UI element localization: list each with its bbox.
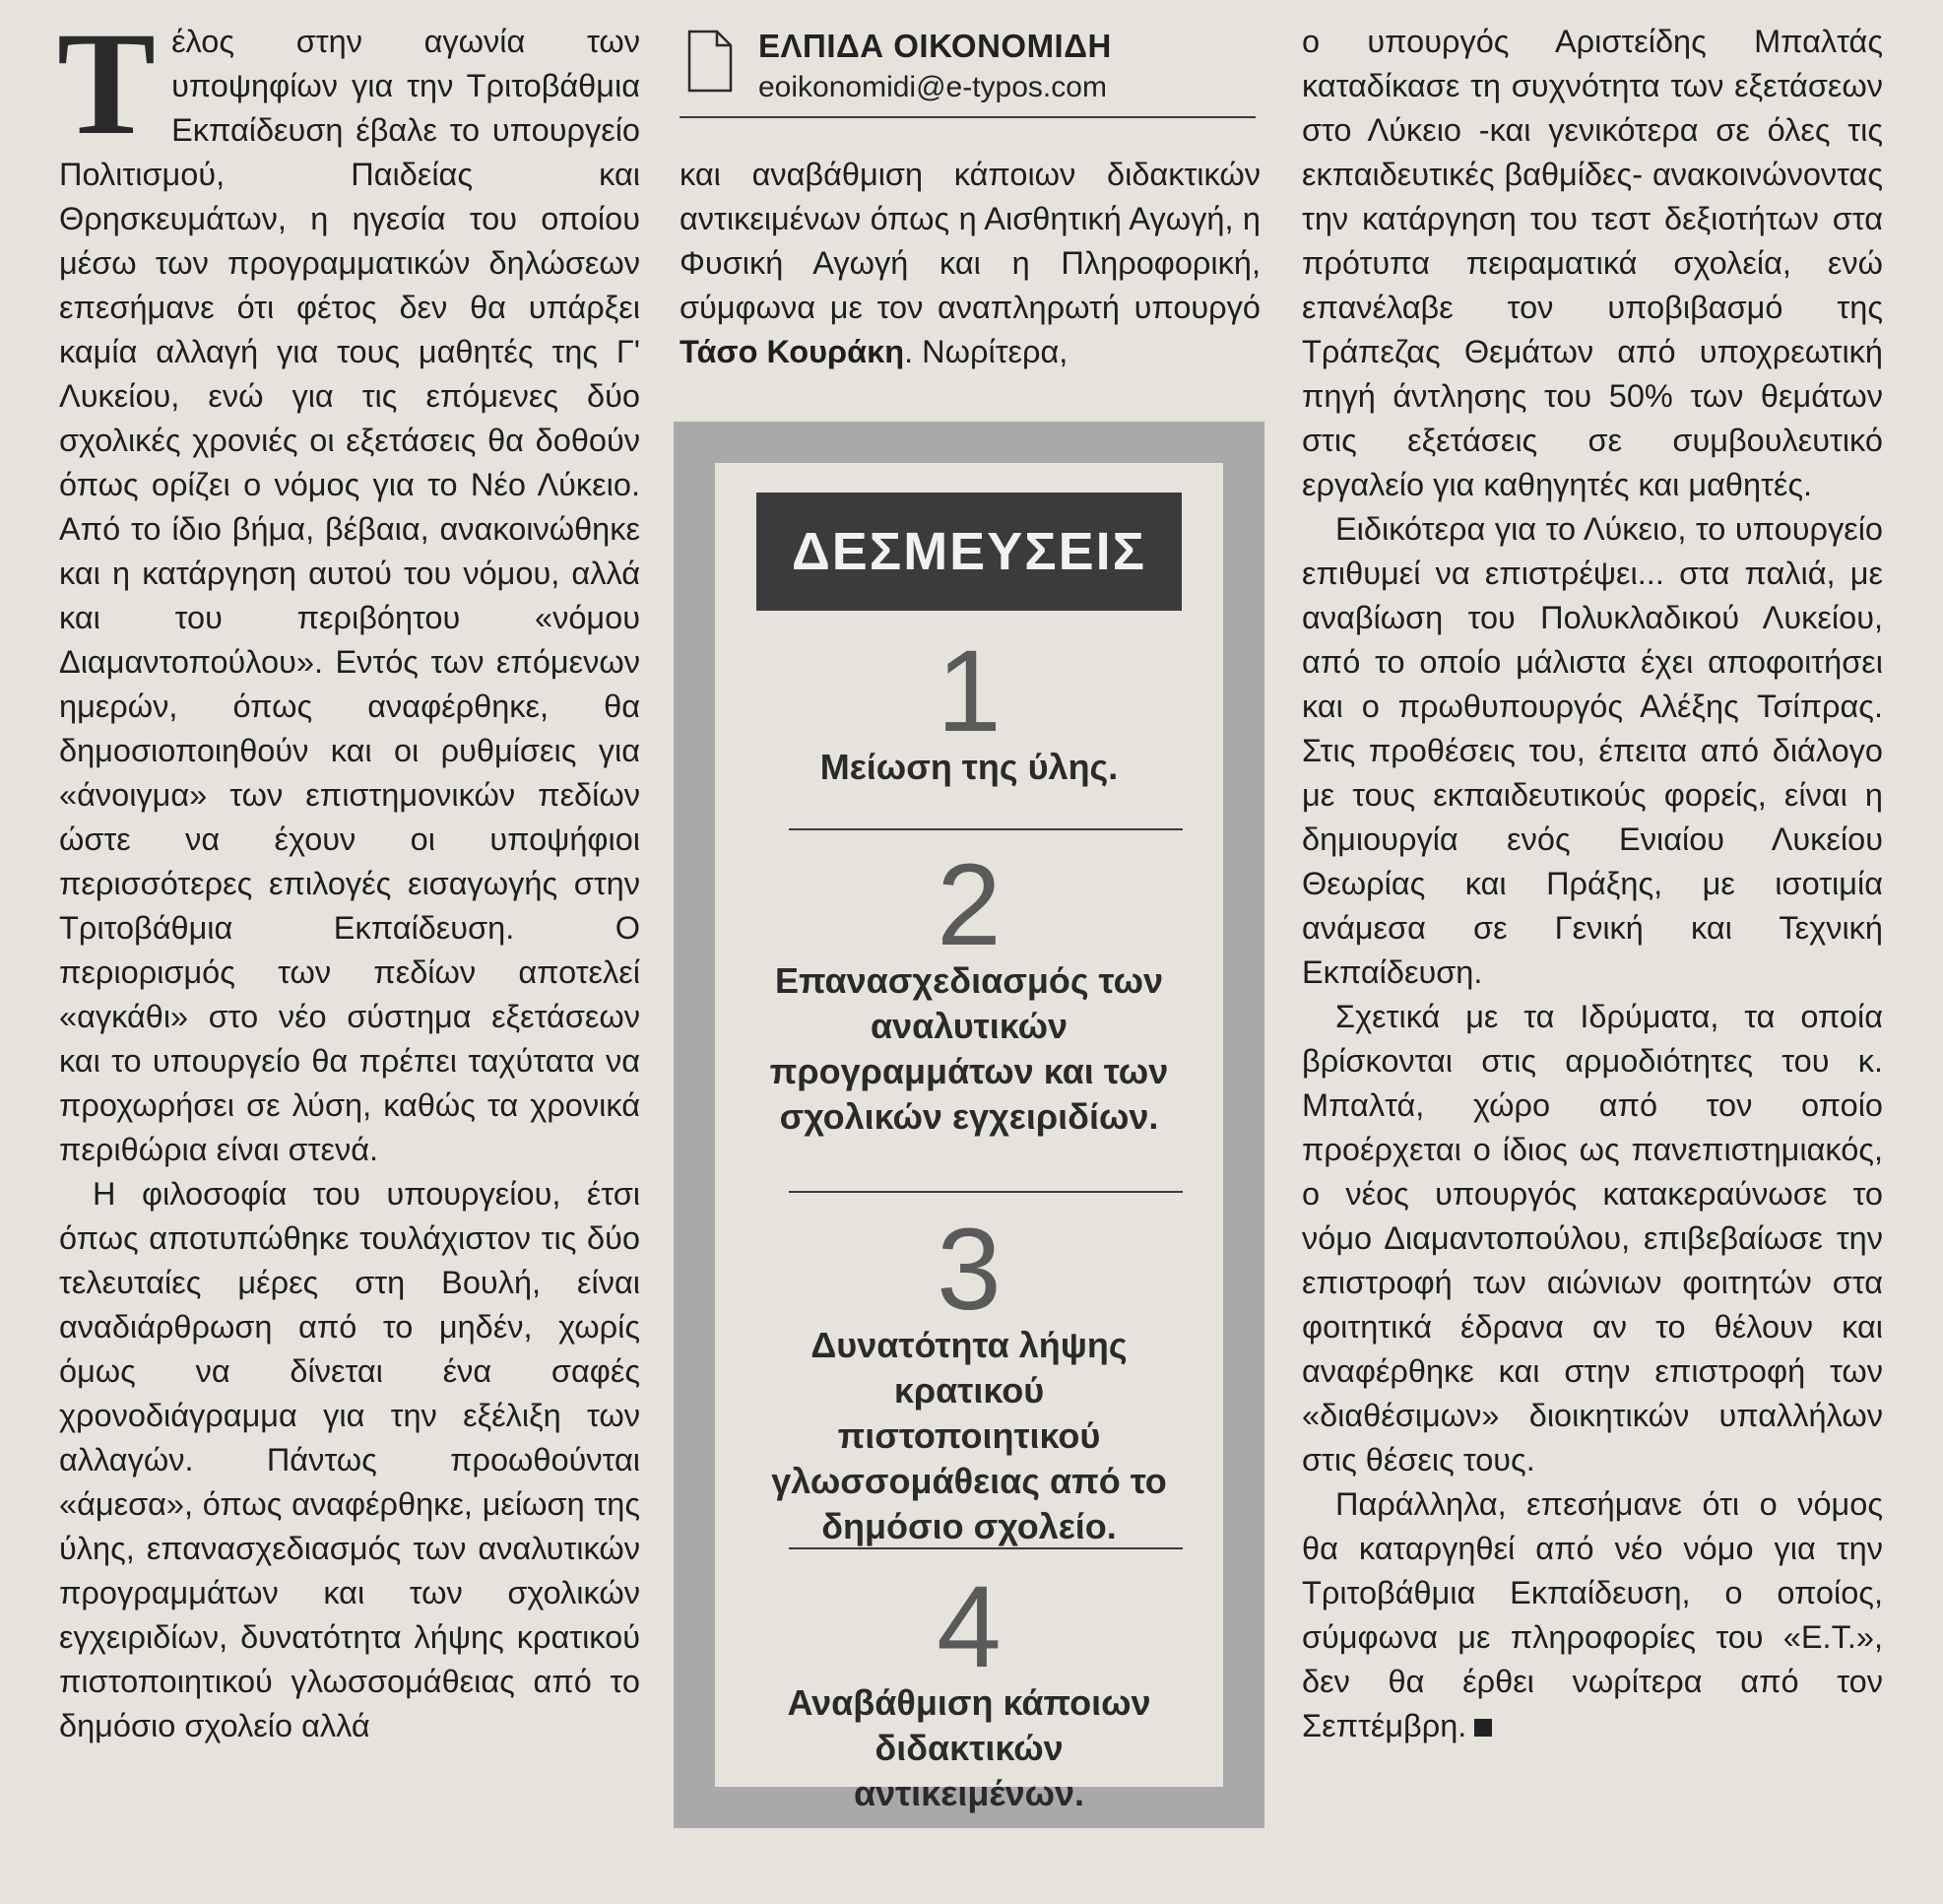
paragraph-text: και αναβάθμιση κάποιων διδακτικών αντικειμένων όπως η Αισθητική Αγωγή, η Φυσική Αγωγή και η Πληροφορική, σύμφωνα με τον αναπληρωτή υπουργό xyxy=(680,157,1261,325)
commitment-text: Μείωση της ύλης. xyxy=(819,747,1119,787)
commitment-number: 3 xyxy=(937,1205,1002,1335)
author-name: ΕΛΠΙΔΑ ΟΙΚΟΝΟΜΙΔΗ xyxy=(758,28,1112,64)
separator-line xyxy=(789,828,1183,830)
commitments-box-inner xyxy=(715,463,1223,1813)
commitment-text: Επανασχεδιασμός των αναλυτικών προγραμμάτων και των σχολικών εγχειριδίων. xyxy=(769,960,1169,1137)
article-paragraph xyxy=(57,2,640,1172)
commitment-item xyxy=(715,1562,1223,1816)
paragraph-text: . Νωρίτερα, xyxy=(904,334,1069,369)
commitments-title: ΔΕΣΜΕΥΣΕΙΣ xyxy=(756,492,1182,611)
commitment-number: 2 xyxy=(937,840,1002,970)
commitments-box xyxy=(674,422,1264,1828)
minister-name: Τάσο Κουράκη xyxy=(680,334,905,369)
commitment-item xyxy=(715,626,1223,790)
commitment-item xyxy=(715,1205,1223,1549)
author-email[interactable]: eoikonomidi@e-typos.com xyxy=(758,71,1107,103)
commitment-number: 1 xyxy=(937,626,1002,756)
article-paragraph: Ειδικότερα για το Λύκειο, το υπουργείο επιθυμεί να επιστρέψει... στα παλιά, με αναβίωση του Πολυκλαδικού Λυκείου, από το οποίο μάλιστα έχει αποφοιτήσει και ο πρωθυπουργός Αλέξης Τσίπρας. Στις προθέσεις του, έπειτα από διάλογο με τους εκπαιδευτικούς φορείς, είναι η δημιουργία ενός Ενιαίου Λυκείου Θεωρίας και Πράξης, με ισοτιμία ανάμεσα σε Γενική και Τεχνική Εκπαίδευση. xyxy=(1302,511,1883,990)
article-paragraph: Η φιλοσοφία του υπουργείου, έτσι όπως αποτυπώθηκε τουλάχιστον τις δύο τελευταίες μέρες στη Βουλή, είναι αναδιάρθρωση από το μηδέν, χωρίς όμως να δίνεται ένα σαφές χρονοδιάγραμμα για την εξέλιξη των αλλαγών. Πάντως προωθούνται «άμεσα», όπως αναφέρθηκε, μείωση της ύλης, επανασχεδιασμός των αναλυτικών προγραμμάτων και των σχολικών εγχειριδίων, δυνατότητα λήψης κρατικού πιστοποιητικού γλωσσομάθειας από το δημόσιο σχολείο αλλά xyxy=(59,1176,640,1743)
document-icon xyxy=(687,30,733,93)
paragraph-text: έλος στην αγωνία των υποψηφίων για την Τριτοβάθμια Εκπαίδευση έβαλε το υπουργείο Πολιτισμού, Παιδείας και Θρησκευμάτων, η ηγεσία του οποίου μέσω των προγραμματικών δηλώσεων επεσήμανε ότι φέτος δεν θα υπάρξει καμία αλλαγή για τους μαθητές της Γ' Λυκείου, ενώ για τις επόμενες δύο σχολικές χρονιές οι εξετάσεις θα δοθούν όπως ορίζει ο νόμος για το Νέο Λύκειο. Από το ίδιο βήμα, βέβαια, ανακοινώθηκε και η κατάργηση αυτού του νόμου, αλλά και του περιβόητου «νόμου Διαμαντοπούλου». Εντός των επόμενων ημερών, όπως αναφέρθηκε, θα δημοσιοποιηθούν και οι ρυθμίσεις για «άνοιγμα» των επιστημονικών πεδίων ώστε να έχουν οι υποψήφιοι περισσότερες επιλογές εισαγωγής στην Τριτοβάθμια Εκπαίδευση. Ο περιορισμός των πεδίων αποτελεί «αγκάθι» στο νέο σύστημα εξετάσεων και το υπουργείο θα πρέπει ταχύτατα να προχωρήσει σε λύση, καθώς τα χρονικά περιθώρια είναι στενά. xyxy=(59,24,640,1167)
article-column-middle xyxy=(680,0,1261,1904)
commitment-text: Δυνατότητα λήψης κρατικού πιστοποιητικού γλωσσομάθειας από το δημόσιο σχολείο. xyxy=(771,1325,1167,1546)
author-byline xyxy=(680,22,1256,118)
article-paragraph xyxy=(680,153,1261,374)
commitment-number: 4 xyxy=(937,1562,1002,1692)
paragraph-text: Παράλληλα, επεσήμανε ότι ο νόμος θα καταργηθεί από νέο νόμο για την Τριτοβάθμια Εκπαίδευση, ο οποίος, σύμφωνα με πληροφορίες του «Ε.Τ.», δεν θα έρθει νωρίτερα από τον Σεπτέμβρη. xyxy=(1302,1486,1883,1743)
article-paragraph xyxy=(1302,1482,1883,1748)
article-paragraph: Σχετικά με τα Ιδρύματα, τα οποία βρίσκονται στις αρμοδιότητες του κ. Μπαλτά, χώρο από τον οποίο προέρχεται ο ίδιος ως πανεπιστημιακός, ο νέος υπουργός κατακεραύνωσε το νόμο Διαμαντοπούλου, επιβεβαίωσε την επιστροφή των αιώνιων φοιτητών στα φοιτητικά έδρανα αν το θέλουν και αναφέρθηκε και στην επιστροφή των «διαθέσιμων» διοικητικών υπαλλήλων στις θέσεις τους. xyxy=(1302,999,1883,1477)
drop-cap: Τ xyxy=(57,2,157,165)
article-paragraph: ο υπουργός Αριστείδης Μπαλτάς καταδίκασε τη συχνότητα των εξετάσεων στο Λύκειο -και γενικότερα σε όλες τις εκπαιδευτικές βαθμίδες- ανακοινώνοντας την κατάργηση του τεστ δεξιοτήτων στα πρότυπα πειραματικά σχολεία, ενώ επανέλαβε τον υποβιβασμό της Τράπεζας Θεμάτων από υποχρεωτική πηγή άντλησης του 50% των θεμάτων στις εξετάσεις σε συμβουλευτικό εργαλείο για καθηγητές και μαθητές. xyxy=(1302,24,1883,502)
article-column-left xyxy=(57,2,640,1748)
separator-line xyxy=(789,1547,1183,1549)
commitment-item xyxy=(715,840,1223,1140)
separator-line xyxy=(789,1191,1183,1193)
commitment-text: Αναβάθμιση κάποιων διδακτικών αντικειμένων. xyxy=(787,1682,1151,1813)
end-of-article-icon xyxy=(1474,1719,1492,1737)
article-column-right xyxy=(1302,20,1883,1748)
